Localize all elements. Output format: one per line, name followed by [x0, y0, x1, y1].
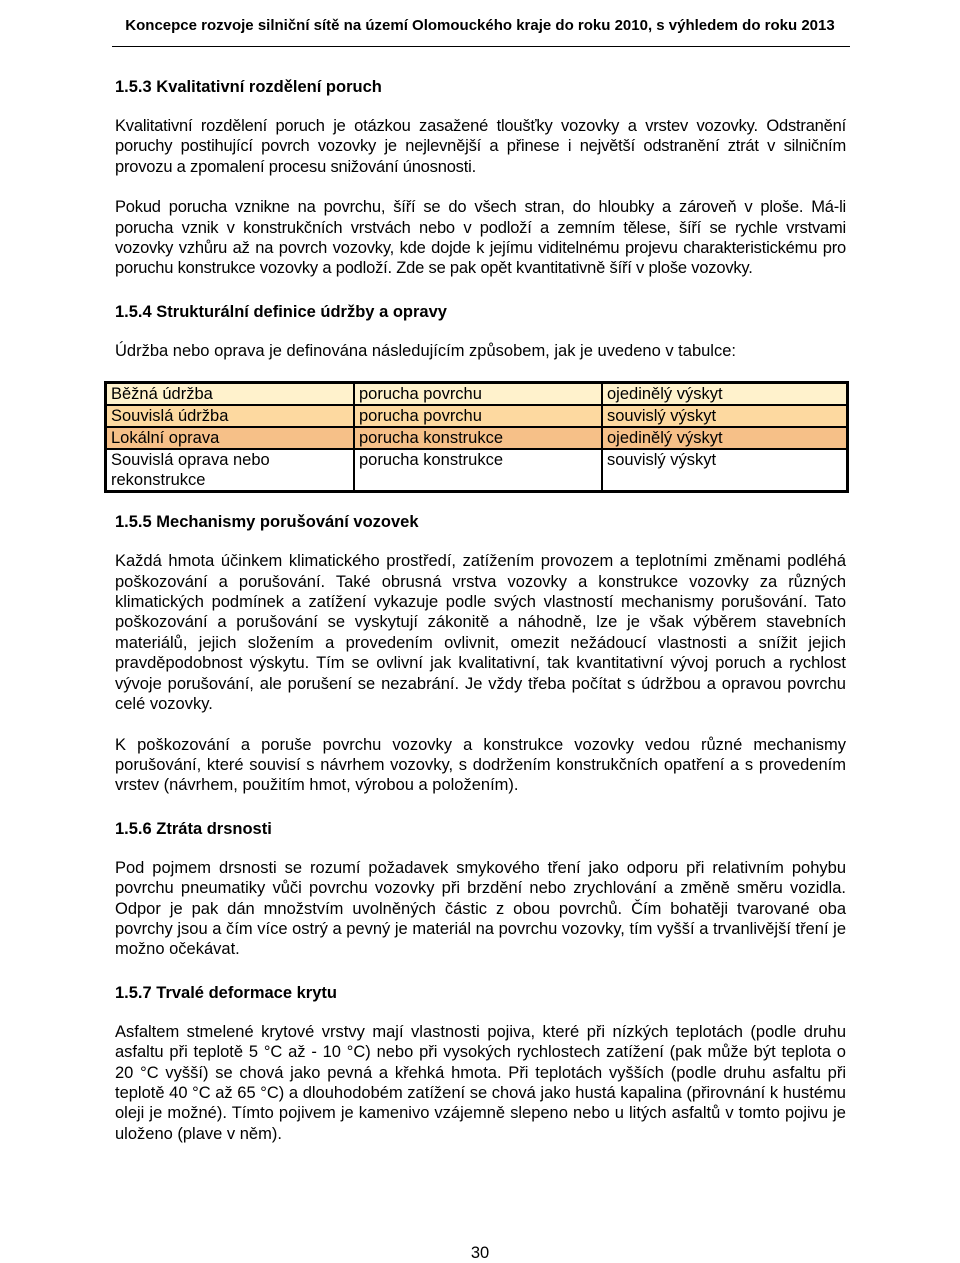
table-row [106, 405, 847, 427]
table-cell: porucha konstrukce [354, 427, 602, 449]
paragraph-153-2: Pokud porucha vznikne na povrchu, šíří se do všech stran, do hloubky a zároveň v ploše. Má-li porucha vznik v konstrukčních vrstvách nebo v podloží a zemním tělese, šíří se rychle vrstvami vozovky vzhůru až na povrch vozovky, kde dojde k jejímu viditelnému projevu charakteristickému pro poruchu konstrukce vozovky a podloží. Zde se pak opět kvantitativně šíří v ploše vozovky. [115, 198, 846, 278]
paragraph-153-1: Kvalitativní rozdělení poruch je otázkou zasažené tloušťky vozovky a vrstev vozovky. Odstranění poruchy postihující povrch vozovky je nejlevnější a přinese i největší odstranění ztrát v silničním provozu a zpomalení procesu snižování únosnosti. [115, 117, 846, 176]
table-cell: ojedinělý výskyt [602, 383, 847, 405]
section-heading-157: 1.5.7 Trvalé deformace krytu [115, 983, 337, 1002]
page-content [111, 74, 846, 1144]
header-divider [112, 46, 850, 47]
table-row [106, 449, 847, 491]
section-heading-154: 1.5.4 Strukturální definice údržby a opravy [115, 302, 447, 321]
paragraph-154-1: Údržba nebo oprava je definována následujícím způsobem, jak je uvedeno v tabulce: [115, 341, 736, 360]
table-cell: souvislý výskyt [602, 405, 847, 427]
table-cell: porucha povrchu [354, 405, 602, 427]
table-cell: ojedinělý výskyt [602, 427, 847, 449]
maintenance-definition-table [104, 381, 849, 493]
section-heading-156: 1.5.6 Ztráta drsnosti [115, 819, 272, 838]
table-cell: Souvislá údržba [106, 405, 354, 427]
table-cell: porucha povrchu [354, 383, 602, 405]
paragraph-155-2: K poškozování a poruše povrchu vozovky a konstrukce vozovky vedou různé mechanismy porušování, které souvisí s návrhem vozovky, s dodržením konstrukčních opatření a s provedením vrstev (návrhem, použitím hmot, výrobou a položením). [115, 735, 846, 795]
page-number: 30 [470, 1244, 490, 1262]
paragraph-157-1: Asfaltem stmelené krytové vrstvy mají vlastnosti pojiva, které při nízkých teplotách (podle druhu asfaltu při teplotě 5 °C až - 10 °C) nebo při vysokých rychlostech zatížení (pak může být teplota o 20 °C vyšší) se chová jako pevná a křehká hmota. Při teplotách vyšších (podle druhu asfaltu při teplotě 40 °C až 65 °C) a dlouhodobém zatížení se chová jako hustá kapalina (přirovnání k hustému oleji je možné). Tímto pojivem je kamenivo vzájemně slepeno nebo u litých asfaltů v tomto pojivu je uloženo (plave v něm). [115, 1022, 846, 1143]
table-row [106, 427, 847, 449]
paragraph-155-1: Každá hmota účinkem klimatického prostředí, zatížením provozem a teplotními změnami podléhá poškozování a porušování. Také obrusná vrstva vozovky a konstrukce vozovky za různých klimatických podmínek a zatížení vykazuje podle svých vlastností mechanismy porušování. Tato poškozování a porušování se vyskytují zákonitě a náhodně, lze je však výběrem stavebních materiálů, jejich složením a provedením ovlivnit, omezit nežádoucí vlastnosti a snížit jejich pravděpodobnost výskytu. Tím se ovlivní jak kvalitativní, tak kvantitativní vývoj poruch a rychlost vývoje porušování, ale porušení se nezabrání. Je vždy třeba počítat s údržbou a opravou povrchu celé vozovky. [115, 552, 846, 714]
running-header: Koncepce rozvoje silniční sítě na území Olomouckého kraje do roku 2010, s výhledem do roku 2013 [125, 17, 835, 34]
paragraph-156-1: Pod pojmem drsnosti se rozumí požadavek smykového tření jako odporu při relativním pohybu povrchu pneumatiky vůči povrchu vozovky při brzdění nebo zrychlování a změně směru vozidla. Odpor je pak dán množstvím uvolněných částic z obou povrchů. Čím bohatěji tvarované oba povrchy jsou a čím více ostrý a pevný je materiál na povrchu vozovky, tím vyšší a trvanlivější tření je možno očekávat. [115, 858, 846, 959]
table-row [106, 383, 847, 405]
section-heading-155: 1.5.5 Mechanismy porušování vozovek [115, 513, 419, 532]
table-cell: porucha konstrukce [354, 449, 602, 491]
table-cell: souvislý výskyt [602, 449, 847, 491]
table-cell: Souvislá oprava nebo rekonstrukce [106, 449, 354, 491]
section-heading-153: 1.5.3 Kvalitativní rozdělení poruch [115, 78, 382, 96]
table-cell: Lokální oprava [106, 427, 354, 449]
table-cell: Běžná údržba [106, 383, 354, 405]
